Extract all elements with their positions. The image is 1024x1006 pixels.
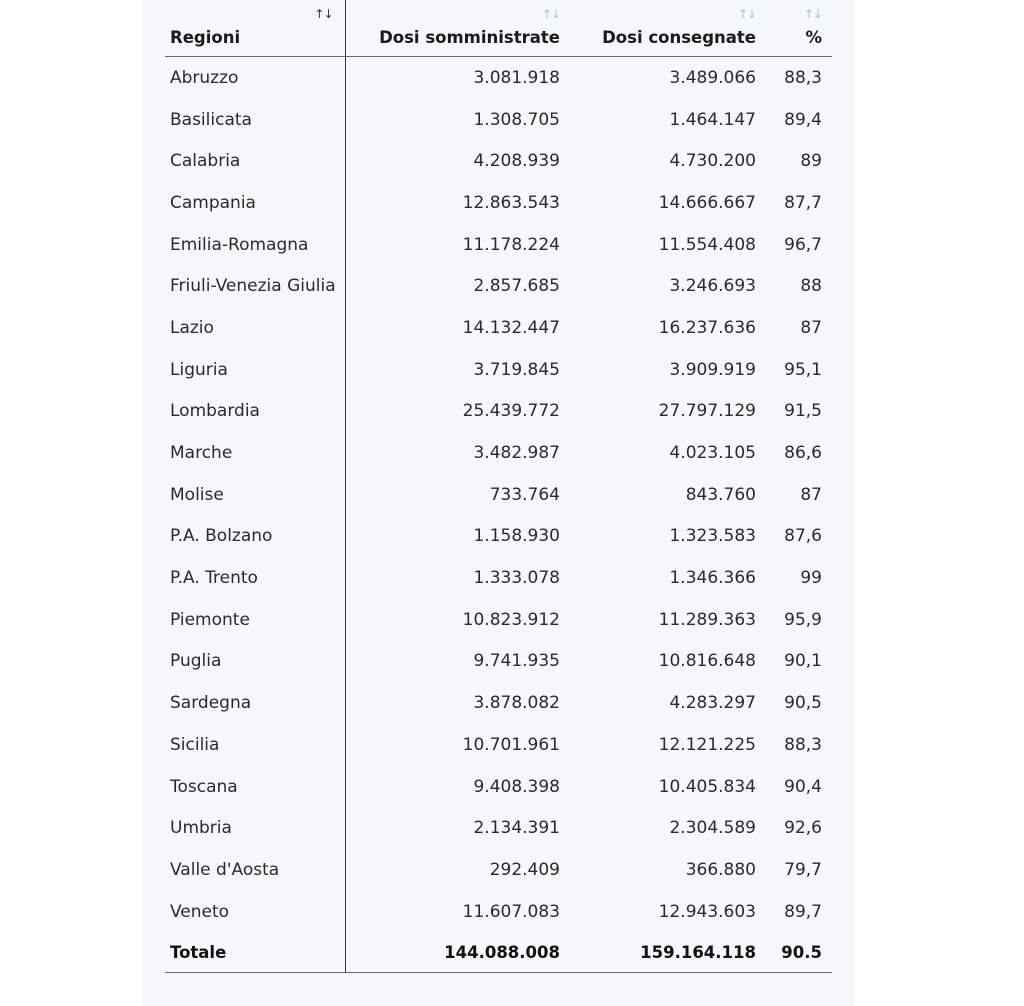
administered-cell: 12.863.543 [462, 192, 560, 213]
administered-cell: 9.408.398 [473, 776, 560, 797]
region-cell: Basilicata [165, 99, 345, 141]
percent-cell: 90,1 [784, 651, 822, 672]
delivered-cell: 2.304.589 [669, 818, 756, 839]
table-row [165, 599, 832, 641]
administered-cell: 11.607.083 [462, 901, 560, 922]
table-row [165, 182, 832, 224]
administered-cell: 3.878.082 [473, 693, 560, 714]
delivered-cell: 11.554.408 [658, 234, 756, 255]
percent-cell: 96,7 [784, 234, 822, 255]
percent-cell: 90,5 [784, 693, 822, 714]
delivered-cell: 10.816.648 [658, 651, 756, 672]
column-header-delivered[interactable] [570, 0, 766, 57]
table-body [165, 57, 832, 933]
sort-icon[interactable]: ↑↓ [541, 7, 560, 21]
percent-cell: 95,1 [784, 359, 822, 380]
region-cell: Lazio [165, 307, 345, 349]
table-row [165, 891, 832, 933]
table-row [165, 849, 832, 891]
region-cell: Piemonte [165, 599, 345, 641]
administered-cell: 1.308.705 [473, 109, 560, 130]
delivered-cell: 10.405.834 [658, 776, 756, 797]
percent-cell: 88,3 [784, 67, 822, 88]
table-row [165, 391, 832, 433]
table-row [165, 57, 832, 99]
region-cell: P.A. Trento [165, 557, 345, 599]
region-cell: Lombardia [165, 391, 345, 433]
percent-cell: 86,6 [784, 443, 822, 464]
administered-cell: 3.081.918 [473, 67, 560, 88]
table-row [165, 99, 832, 141]
administered-cell: 9.741.935 [473, 651, 560, 672]
sort-icon[interactable]: ↑↓ [737, 7, 756, 21]
column-header-region[interactable] [165, 0, 345, 57]
percent-cell: 87 [800, 484, 822, 505]
delivered-cell: 1.464.147 [669, 109, 756, 130]
total-label: Totale [165, 932, 345, 973]
percent-cell: 79,7 [784, 859, 822, 880]
column-header-label: Regioni [170, 28, 241, 47]
administered-cell: 2.857.685 [473, 276, 560, 297]
delivered-cell: 1.323.583 [669, 526, 756, 547]
administered-cell: 11.178.224 [462, 234, 560, 255]
total-percent: 90.5 [766, 932, 832, 973]
percent-cell: 91,5 [784, 401, 822, 422]
region-cell: Emilia-Romagna [165, 224, 345, 266]
percent-cell: 87,7 [784, 192, 822, 213]
table-footer [165, 932, 832, 973]
percent-cell: 90,4 [784, 776, 822, 797]
table-row [165, 557, 832, 599]
region-cell: Toscana [165, 766, 345, 808]
percent-cell: 95,9 [784, 609, 822, 630]
region-cell: Campania [165, 182, 345, 224]
percent-cell: 88 [800, 276, 822, 297]
administered-cell: 10.823.912 [462, 609, 560, 630]
column-header-label: % [805, 28, 822, 47]
region-cell: Puglia [165, 641, 345, 683]
percent-cell: 87 [800, 317, 822, 338]
delivered-cell: 1.346.366 [669, 568, 756, 589]
table-row [165, 307, 832, 349]
delivered-cell: 11.289.363 [658, 609, 756, 630]
delivered-cell: 4.730.200 [669, 151, 756, 172]
administered-cell: 2.134.391 [473, 818, 560, 839]
delivered-cell: 12.943.603 [658, 901, 756, 922]
vaccine-doses-table [165, 0, 832, 973]
delivered-cell: 843.760 [685, 484, 756, 505]
table-row [165, 724, 832, 766]
table-row [165, 224, 832, 266]
total-row [165, 932, 832, 973]
table-row [165, 432, 832, 474]
region-cell: Sicilia [165, 724, 345, 766]
table-row [165, 682, 832, 724]
table-row [165, 766, 832, 808]
region-cell: Molise [165, 474, 345, 516]
region-cell: Marche [165, 432, 345, 474]
percent-cell: 89,7 [784, 901, 822, 922]
table-row [165, 474, 832, 516]
header-row [165, 0, 832, 57]
table-row [165, 265, 832, 307]
total-delivered: 159.164.118 [570, 932, 766, 973]
percent-cell: 87,6 [784, 526, 822, 547]
region-cell: Calabria [165, 140, 345, 182]
delivered-cell: 4.023.105 [669, 443, 756, 464]
percent-cell: 92,6 [784, 818, 822, 839]
administered-cell: 14.132.447 [462, 317, 560, 338]
administered-cell: 10.701.961 [462, 734, 560, 755]
administered-cell: 292.409 [489, 859, 560, 880]
region-cell: Valle d'Aosta [165, 849, 345, 891]
column-header-label: Dosi consegnate [602, 28, 756, 47]
administered-cell: 3.482.987 [473, 443, 560, 464]
delivered-cell: 12.121.225 [658, 734, 756, 755]
column-header-label: Dosi somministrate [379, 28, 560, 47]
delivered-cell: 366.880 [685, 859, 756, 880]
sort-icon[interactable]: ↑↓ [803, 7, 822, 21]
region-cell: Liguria [165, 349, 345, 391]
column-header-administered[interactable] [345, 0, 570, 57]
region-cell: Umbria [165, 807, 345, 849]
percent-cell: 89 [800, 151, 822, 172]
table-row [165, 140, 832, 182]
administered-cell: 1.158.930 [473, 526, 560, 547]
administered-cell: 4.208.939 [473, 151, 560, 172]
region-cell: Friuli-Venezia Giulia [165, 265, 345, 307]
total-administered: 144.088.008 [345, 932, 570, 973]
delivered-cell: 3.489.066 [669, 67, 756, 88]
table-header [165, 0, 832, 57]
region-cell: P.A. Bolzano [165, 516, 345, 558]
table-row [165, 516, 832, 558]
administered-cell: 3.719.845 [473, 359, 560, 380]
delivered-cell: 3.246.693 [669, 276, 756, 297]
region-cell: Sardegna [165, 682, 345, 724]
region-cell: Abruzzo [165, 57, 345, 99]
percent-cell: 99 [800, 568, 822, 589]
delivered-cell: 3.909.919 [669, 359, 756, 380]
percent-cell: 88,3 [784, 734, 822, 755]
administered-cell: 1.333.078 [473, 568, 560, 589]
delivered-cell: 14.666.667 [658, 192, 756, 213]
sort-icon[interactable]: ↑↓ [314, 7, 333, 21]
table-row [165, 349, 832, 391]
delivered-cell: 4.283.297 [669, 693, 756, 714]
percent-cell: 89,4 [784, 109, 822, 130]
table-row [165, 807, 832, 849]
delivered-cell: 27.797.129 [658, 401, 756, 422]
region-cell: Veneto [165, 891, 345, 933]
table-row [165, 641, 832, 683]
delivered-cell: 16.237.636 [658, 317, 756, 338]
column-header-percent[interactable] [766, 0, 832, 57]
administered-cell: 25.439.772 [462, 401, 560, 422]
administered-cell: 733.764 [489, 484, 560, 505]
